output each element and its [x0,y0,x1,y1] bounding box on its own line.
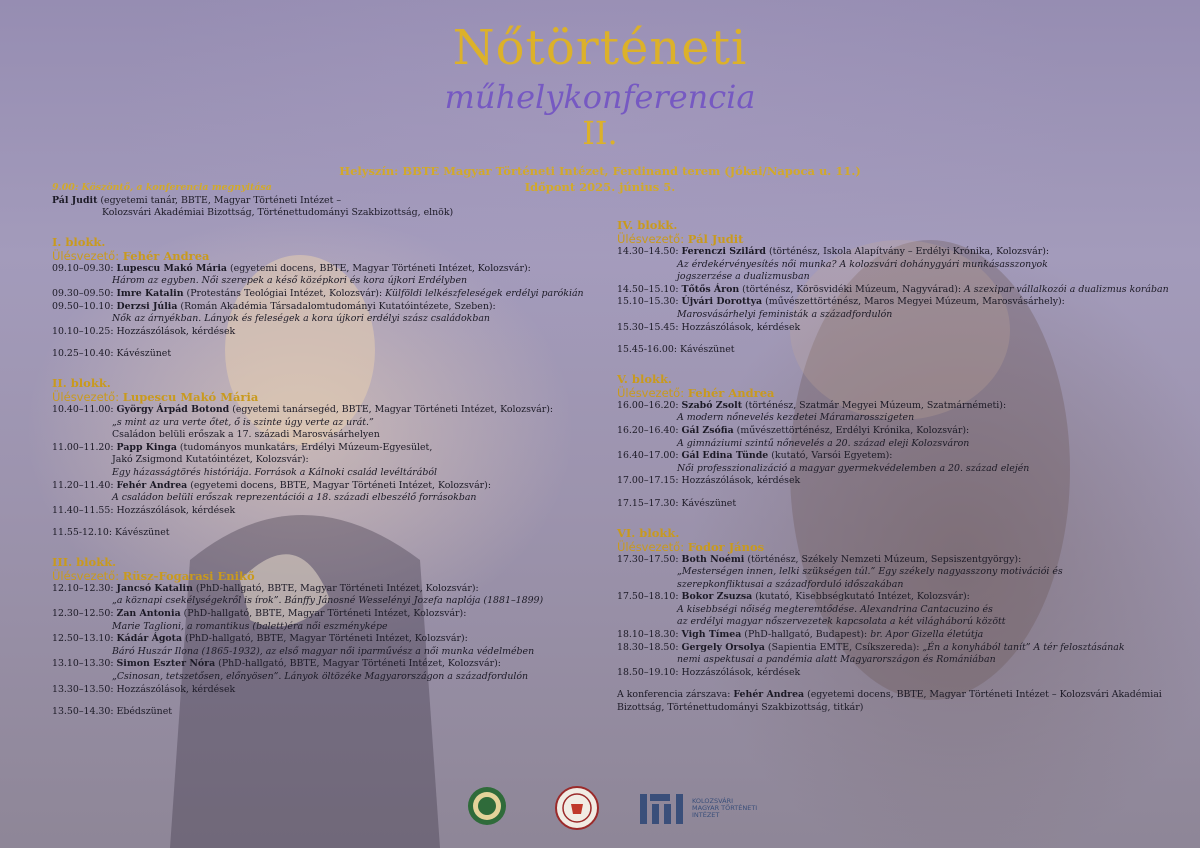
speaker-affiliation: (kutató, Varsói Egyetem): [768,450,893,462]
discussion: 11.40–11.55: Hozzászólások, kérdések [52,504,236,516]
chair-label: Ülésvezető: [617,232,688,246]
talk-entry [52,442,592,455]
talk-entry [52,263,592,276]
speaker-name: Gál Zsófia [681,424,734,436]
talk-entry [617,400,1177,413]
talk-title: Báró Huszár Ilona (1865-1932), az első magyar női iparművész a női munka védelmében [112,645,535,657]
speaker-affiliation: (PhD-hallgató, Budapest): [741,629,871,641]
speaker-name: Szabó Zsolt [681,399,743,411]
speaker-affiliation: (PhD-hallgató, BBTE, Magyar Történeti Intézet, Kolozsvár): [192,582,479,594]
speaker-affiliation: (kutató, Kisebbségkutató Intézet, Kolozsvár): [752,591,970,603]
speaker-name: Tőtős Áron [681,283,740,295]
talk-title: „a köznapi csekélységekről is írok”. Bánffy Jánosné Wesselényi Jozefa naplója (1881–1899) [112,595,544,607]
speaker-name: Fehér Andrea [116,479,188,491]
talk-entry [617,296,1177,309]
date-line: Időpont 2025. június 5. [524,180,676,194]
talk-title: A családon belüli erőszak reprezentációi a 18. századi elbeszélő forrásokban [112,492,477,504]
speaker-affiliation: (Román Akadémia Társadalomtudományi Kutatóintézete, Szeben): [177,300,496,312]
discussion: 18.50–19.10: Hozzászólások, kérdések [617,666,801,678]
page-subtitle: műhelykonferencia [444,78,756,116]
program-right-column [617,218,1177,715]
chair-label: Ülésvezető: [617,385,688,400]
talk-entry [52,404,592,417]
talk-title-cont: az erdélyi magyar nőszervezetek kapcsolata a két világháború között [677,616,1006,628]
talk-time: 11.20–11.40: [52,479,117,491]
talk-time: 16.20–16.40: [617,424,682,436]
talk-time: 18.10–18.30: [617,629,682,641]
speaker-name: Kádár Ágota [116,633,183,645]
talk-time: 14.50–15.10: [617,283,682,295]
session-chair [52,249,592,263]
talk-time: 15.10–15.30: [617,296,682,308]
opening-title: 9.00: Köszöntő, a konferencia megnyitása [52,182,272,193]
speaker-affiliation: (egyetemi tanársegéd, BBTE, Magyar Történeti Intézet, Kolozsvár): [229,403,554,415]
talk-time: 09.10–09.30: [52,262,117,274]
speaker-affiliation: (egyetemi docens, BBTE, Magyar Történeti Intézet, Kolozsvár): [227,262,531,274]
talk-title: „Mesterségen innen, lelki szükségen túl.” Egy székely nagyasszony motivációi és [677,566,1063,578]
closing-label: A konferencia zárszava: [617,689,734,701]
speaker-affiliation-cont: Jakó Zsigmond Kutatóintézet, Kolozsvár): [112,454,309,466]
university-seal-logo [467,786,507,830]
speaker-affiliation: (tudományos munkatárs, Erdélyi Múzeum-Egyesület, [176,441,433,453]
block-title: V. blokk. [617,371,672,386]
speaker-affiliation: (PhD-hallgató, BBTE, Magyar Történeti Intézet, Kolozsvár): [180,608,467,620]
venue-line: Helyszín: BBTE Magyar Történeti Intézet, Ferdinand terem (Jókai/Napoca u. 11.) [339,164,861,178]
coffee-break: 10.25–10.40: Kávészünet [52,348,172,360]
talk-entry [52,608,592,621]
talk-title: Az érdekérvényesítés női munka? A kolozsvári dohánygyári munkásasszonyok [677,258,1048,270]
talk-title: „s mint az ura verte őtet, ő is szinte úgy verte az urát.” [112,416,374,428]
block-title: VI. blokk. [617,525,680,540]
speaker-name: Derzsi Júlia [116,300,178,312]
talk-title-cont: nemi aspektusai a pandémia alatt Magyarországon és Romániában [677,654,996,666]
speaker-name: Újvári Dorottya [681,296,763,308]
edition-number: II. [582,114,618,152]
institute-logo-text: KOLOZSVÁRI MAGYAR TÖRTÉNETI INTÉZET [692,796,758,819]
lunch-break: 13.50–14.30: Ebédszünet [52,706,173,718]
talk-title: Női professzionalizáció a magyar gyermekvédelemben a 20. század elején [677,462,1030,474]
session-chair [52,390,592,404]
chair-label: Ülésvezető: [617,539,688,554]
opening-speaker [52,195,592,208]
speaker-name: Fehér Andrea [733,689,805,701]
chair-label: Ülésvezető: [52,248,123,263]
talk-time: 16.00–16.20: [617,399,682,411]
block-title: IV. blokk. [617,218,678,232]
session-chair [617,540,1177,554]
coffee-break: 11.55-12.10: Kávészünet [52,527,170,539]
speaker-affiliation: (egyetemi docens, BBTE, Magyar Történeti Intézet, Kolozsvár): [187,479,491,491]
speaker-affiliation: (történész, Szatmár Megyei Múzeum, Szatmárnémeti): [742,399,1007,411]
talk-entry [52,633,592,646]
discussion: 10.10–10.25: Hozzászólások, kérdések [52,325,236,337]
talk-title: Nők az árnyékban. Lányok és feleségek a kora újkori erdélyi szász családokban [112,313,490,325]
talk-time: 09.50–10.10: [52,300,117,312]
closing-remarks [617,689,1177,702]
talk-entry [617,284,1177,297]
program-left-column [52,182,592,719]
talk-entry [617,246,1177,259]
talk-title: Három az egyben. Női szerepek a késő középkori és kora újkori Erdélyben [112,275,468,287]
talk-entry [52,480,592,493]
speaker-name: György Árpád Botond [116,403,230,415]
speaker-affiliation: (PhD-hallgató, BBTE, Magyar Történeti Intézet, Kolozsvár): [215,658,501,670]
talk-time: 11.00–11.20: [52,441,117,453]
block-title: I. blokk. [52,234,106,249]
talk-entry [617,425,1177,438]
coffee-break: 17.15–17.30: Kávészünet [617,497,737,509]
talk-entry [617,450,1177,463]
chair-label: Ülésvezető: [52,389,123,404]
speaker-name: Both Noémi [681,553,745,565]
talk-title: Egy házasságtörés históriája. Források a Kálnoki család levéltárából [112,466,437,478]
talk-title: A kisebbségi nőiség megteremtődése. Alexandrina Cantacuzino és [677,603,993,615]
speaker-affiliation-cont: Kolozsvári Akadémiai Bizottság, Történettudományi Szakbizottság, elnök) [102,207,454,219]
talk-title: „Én a konyhából tanít” A tér felosztásának [922,641,1125,653]
speaker-name: Vigh Tímea [681,629,742,641]
speaker-name: Pál Judit [52,194,98,206]
speaker-name: Jancsó Katalin [116,582,193,594]
block-title: III. blokk. [52,554,117,569]
speaker-affiliation: (PhD-hallgató, BBTE, Magyar Történeti Intézet, Kolozsvár): [182,633,468,645]
speaker-affiliation: (egyetemi tanár, BBTE, Magyar Történeti Intézet – [97,194,342,206]
talk-time: 17.50–18.10: [617,591,682,603]
chair-name: Fehér Andrea [122,248,210,263]
talk-title-cont: Családon belüli erőszak a 17. századi Marosvásárhelyen [112,429,380,441]
speaker-affiliation: (történész, Körösvidéki Múzeum, Nagyvárad): [739,283,964,295]
chair-name: Lupescu Makó Mária [122,389,259,404]
session-chair [617,232,1177,246]
talk-time: 18.30–18.50: [617,641,682,653]
talk-entry [617,554,1177,567]
talk-title: „Csinosan, tetszetősen, előnyösen”. Lányok öltözéke Magyarországon a századfordulón [112,671,529,683]
talk-title: A modern nőnevelés kezdetei Máramarosszigeten [677,412,915,424]
chair-name: Rüsz-Fogarasi Enikő [122,568,255,583]
talk-entry [617,642,1177,655]
talk-time: 10.40–11.00: [52,403,117,415]
talk-time: 14.30–14.50: [617,246,682,257]
talk-title-cont: jogszerzése a dualizmusban [677,271,810,283]
speaker-name: Gergely Orsolya [681,641,765,653]
talk-entry [52,301,592,314]
committee-seal-logo [555,786,599,834]
speaker-name: Simon Eszter Nóra [116,658,216,670]
talk-time: 17.30–17.50: [617,553,682,565]
chair-name: Fodor János [687,539,765,554]
chair-label: Ülésvezető: [52,568,123,583]
speaker-affiliation: (történész, Székely Nemzeti Múzeum, Sepsiszentgyörgy): [744,553,1022,565]
talk-entry [617,629,1177,642]
talk-time: 13.10–13.30: [52,658,117,670]
session-chair [617,386,1177,400]
talk-time: 12.30–12.50: [52,608,117,620]
talk-title: Marie Taglioni, a romantikus (balett)éra női eszményképe [112,620,388,632]
chair-name: Pál Judit [687,232,744,246]
talk-time: 12.10–12.30: [52,582,117,594]
speaker-name: Zan Antonia [116,608,181,620]
speaker-name: Bokor Zsuzsa [681,591,753,603]
session-chair [52,569,592,583]
speaker-affiliation: (művészettörténész, Maros Megyei Múzeum, Marosvásárhely): [762,296,1065,308]
speaker-name: Gál Edina Tünde [681,450,769,462]
talk-entry [617,591,1177,604]
speaker-affiliation: (egyetemi docens, BBTE, Magyar Történeti Intézet – Kolozsvári Akadémiai [804,689,1162,701]
speaker-affiliation: (Sapientia EMTE, Csíkszereda): [764,641,923,653]
speaker-affiliation: (művészettörténész, Erdélyi Krónika, Kolozsvár): [733,424,970,436]
speaker-name: Ferenczi Szilárd [681,246,766,257]
page-title: Nőtörténeti [452,20,748,76]
talk-title: A szexipar vállalkozói a dualizmus korában [964,283,1169,295]
speaker-affiliation: (Protestáns Teológiai Intézet, Kolozsvár): [183,287,386,299]
talk-title: br. Apor Gizella életútja [870,629,984,641]
talk-time: 16.40–17.00: [617,450,682,462]
talk-time: 09.30–09.50: [52,287,117,299]
block-title: II. blokk. [52,375,111,390]
speaker-affiliation: (történész, Iskola Alapítvány – Erdélyi Krónika, Kolozsvár): [766,246,1050,257]
talk-entry [52,583,592,596]
coffee-break: 15.45-16.00: Kávészünet [617,344,735,356]
chair-name: Fehér Andrea [687,385,775,400]
talk-entry [52,288,592,301]
speaker-name: Papp Kinga [116,441,177,453]
talk-title: Marosvásárhelyi feministák a századfordulón [677,308,893,320]
talk-title: A gimnáziumi szintű nőnevelés a 20. század eleji Kolozsváron [677,437,970,449]
speaker-name: Imre Katalin [116,287,184,299]
talk-title-cont: szerepkonfliktusai a századforduló időszakában [677,578,904,590]
discussion: 17.00–17.15: Hozzászólások, kérdések [617,475,801,487]
talk-entry [52,658,592,671]
institute-logo [638,790,762,826]
speaker-affiliation-cont: Bizottság, Történettudományi Szakbizottság, titkár) [617,702,864,714]
talk-time: 12.50–13.10: [52,633,117,645]
discussion: 15.30–15.45: Hozzászólások, kérdések [617,321,801,333]
talk-title: Külföldi lelkészfeleségek erdélyi parókián [385,287,584,299]
speaker-name: Lupescu Makó Mária [116,262,228,274]
discussion: 13.30–13.50: Hozzászólások, kérdések [52,683,236,695]
